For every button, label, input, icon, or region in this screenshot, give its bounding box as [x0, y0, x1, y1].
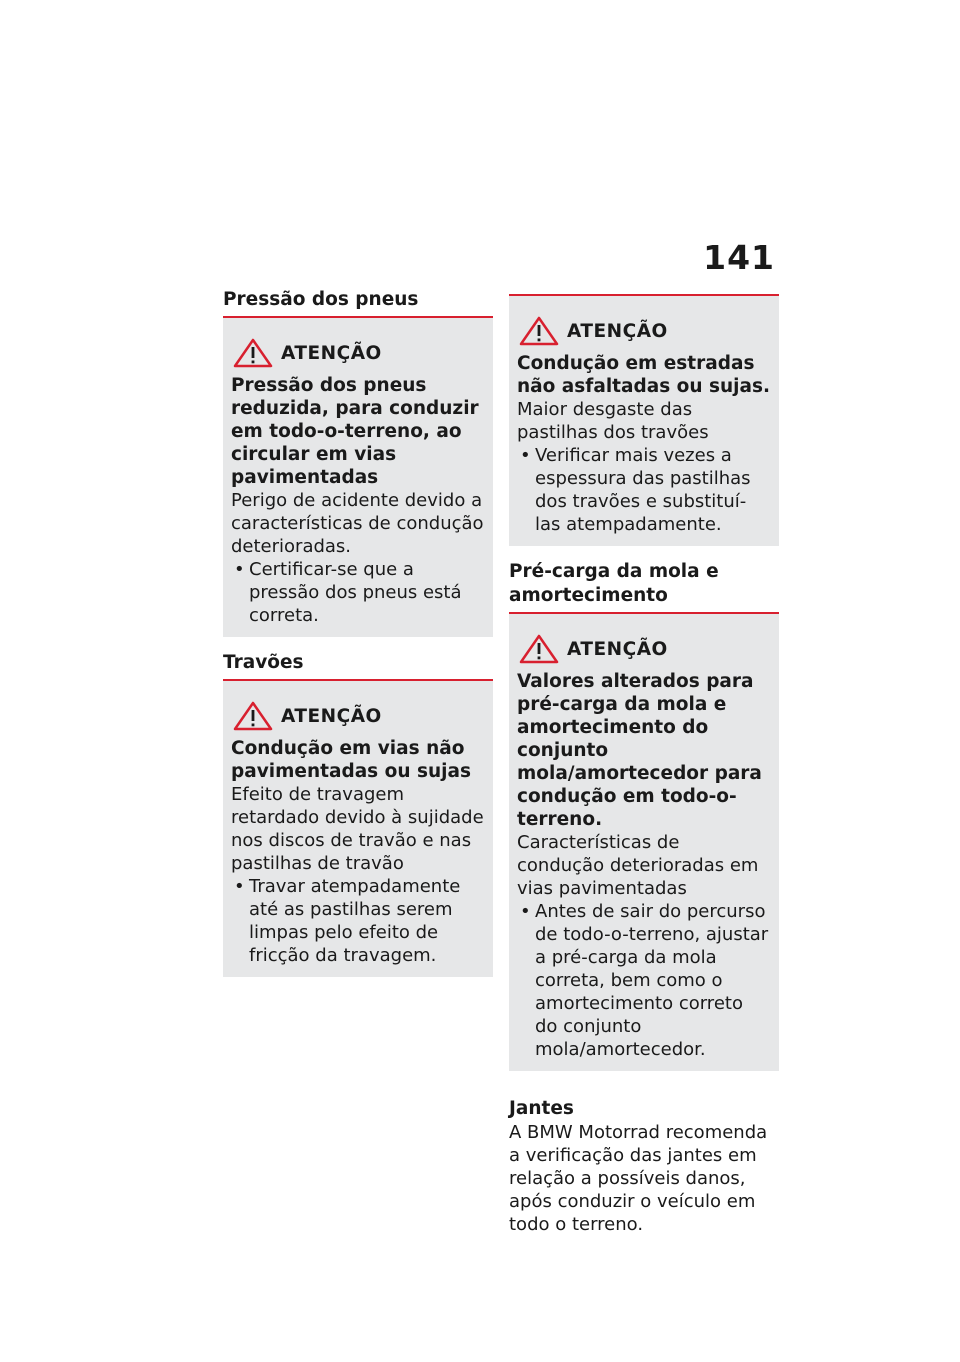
warning-action-item: • Travar atempadamente até as pastilhas serem limpas pelo efeito de fricção da travagem. — [231, 875, 485, 967]
warning-description: Efeito de travagem retardado devido à sujidade nos discos de travão e nas pastilhas de travão — [231, 784, 484, 874]
section-title-brakes: Travões — [223, 652, 304, 673]
warning-actions — [517, 900, 771, 1061]
warning-header — [517, 316, 771, 346]
warning-action-item: • Antes de sair do percurso de todo-o-terreno, ajustar a pré-carga da mola correta, bem como o amortecimento correto do conjunto mola/amortecedor. — [517, 900, 771, 1061]
warning-actions — [231, 558, 485, 627]
warning-box-tire-pressure — [223, 316, 493, 637]
warning-triangle-icon — [519, 316, 559, 346]
warning-description: Perigo de acidente devido a características de condução deterioradas. — [231, 490, 484, 557]
left-column — [223, 288, 493, 991]
warning-headline: Pressão dos pneus reduzida, para conduzir em todo-o-terreno, ao circular em vias pavimentadas — [231, 375, 479, 488]
section-title-rims: Jantes — [509, 1098, 574, 1119]
warning-headline: Valores alterados para pré-carga da mola e amortecimento do conjunto mola/amortecedor para condução em todo-o-terreno. — [517, 671, 762, 830]
warning-label: ATENÇÃO — [567, 320, 668, 342]
warning-triangle-icon — [233, 701, 273, 731]
section-title-spring-preload: Pré-carga da mola e amortecimento — [509, 561, 719, 606]
warning-description: Maior desgaste das pastilhas dos travões — [517, 399, 709, 443]
warning-actions — [517, 444, 771, 536]
warning-triangle-icon — [233, 338, 273, 368]
warning-action-item: • Verificar mais vezes a espessura das pastilhas dos travões e substituí-las atempadamente. — [517, 444, 771, 536]
warning-action-item: • Certificar-se que a pressão dos pneus está correta. — [231, 558, 485, 627]
section-title-tire-pressure: Pressão dos pneus — [223, 289, 419, 310]
warning-header — [231, 701, 485, 731]
warning-label: ATENÇÃO — [281, 705, 382, 727]
spacer — [509, 1085, 779, 1097]
warning-headline: Condução em estradas não asfaltadas ou sujas. — [517, 353, 771, 397]
warning-label: ATENÇÃO — [281, 342, 382, 364]
warning-description: Características de condução deterioradas em vias pavimentadas — [517, 832, 759, 899]
right-column — [509, 294, 779, 1236]
warning-header — [517, 634, 771, 664]
rims-paragraph: A BMW Motorrad recomenda a verificação das jantes em relação a possíveis danos, após conduzir o veículo em todo o terreno. — [509, 1122, 768, 1235]
warning-headline: Condução em vias não pavimentadas ou sujas — [231, 738, 471, 782]
warning-box-spring-preload — [509, 612, 779, 1071]
warning-box-unpaved-roads — [509, 294, 779, 546]
warning-header — [231, 338, 485, 368]
page-number: 141 — [703, 238, 775, 277]
warning-label: ATENÇÃO — [567, 638, 668, 660]
warning-triangle-icon — [519, 634, 559, 664]
warning-actions — [231, 875, 485, 967]
warning-box-brakes — [223, 679, 493, 977]
